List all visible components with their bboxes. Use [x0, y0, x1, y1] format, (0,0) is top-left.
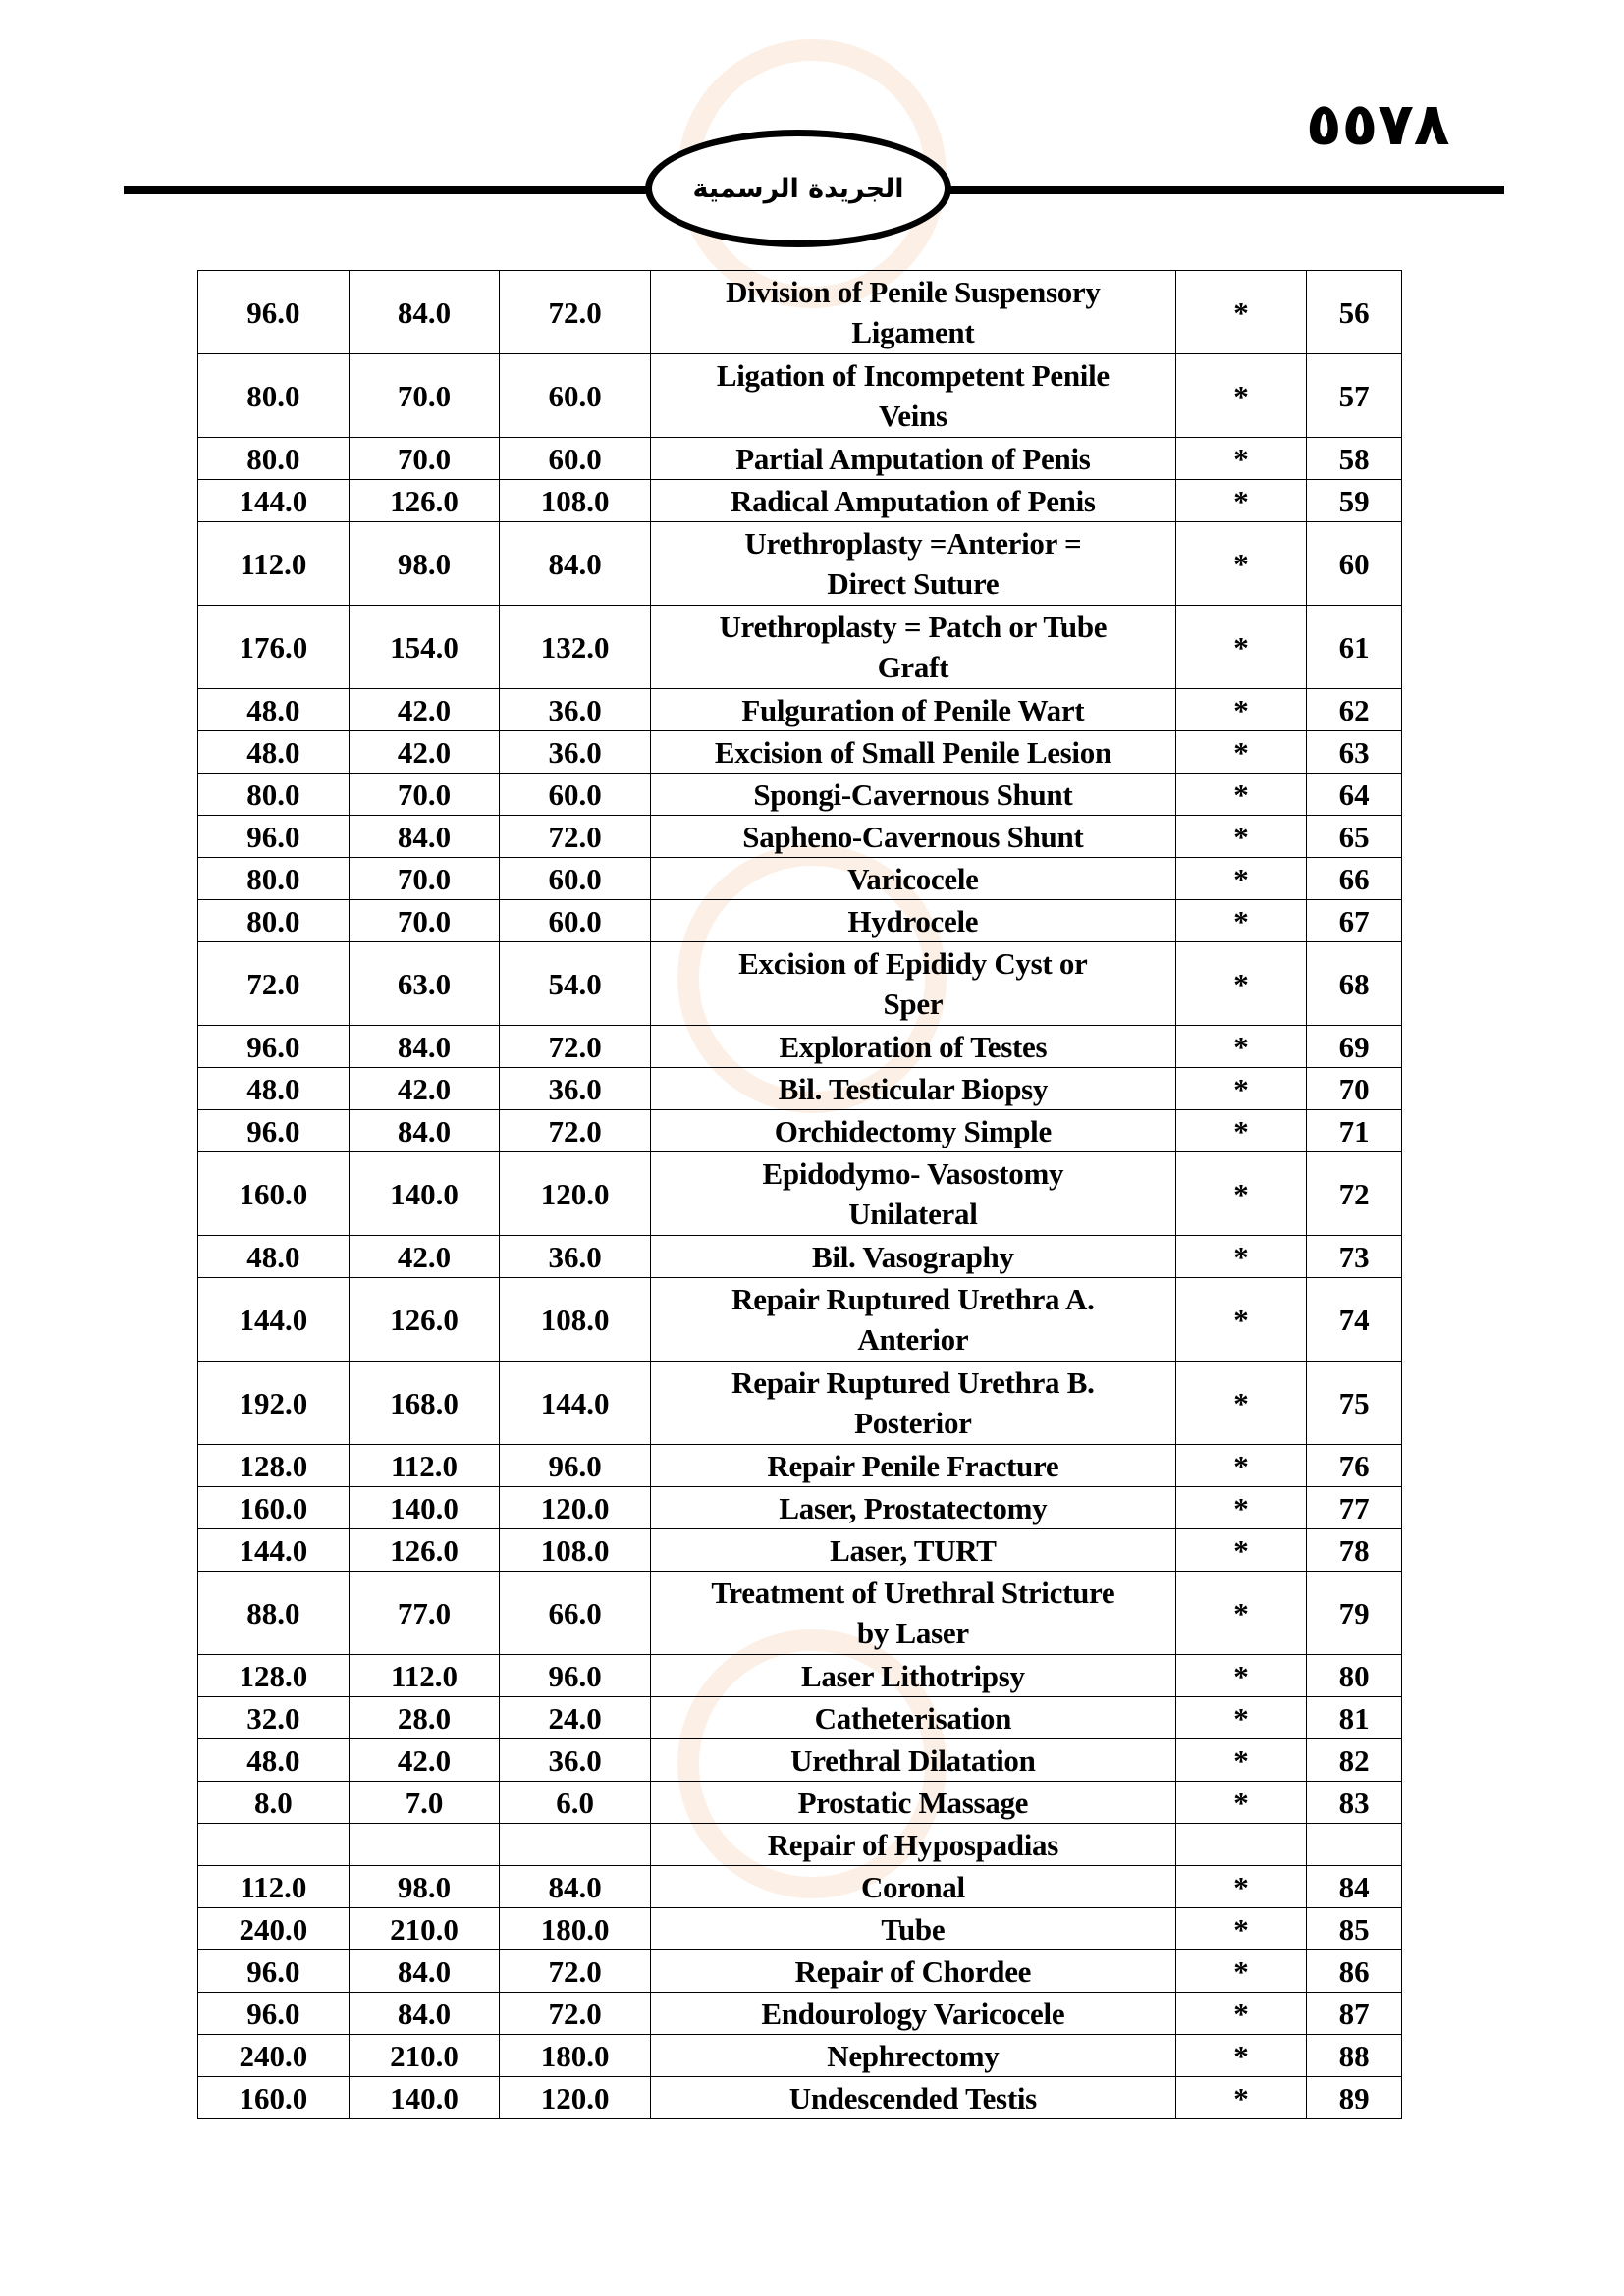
fee-col-1: 144.0: [198, 1278, 350, 1362]
mark-cell: *: [1175, 1110, 1307, 1152]
procedure-name: Bil. Vasography: [651, 1236, 1176, 1278]
mark-cell: *: [1175, 1697, 1307, 1739]
procedure-name: Urethroplasty =Anterior = Direct Suture: [651, 522, 1176, 606]
fee-col-1: 144.0: [198, 1529, 350, 1572]
fee-col-1: 112.0: [198, 1866, 350, 1908]
item-number: 89: [1307, 2077, 1402, 2119]
table-row: [198, 1782, 1402, 1824]
mark-cell: *: [1175, 1908, 1307, 1950]
fee-col-2: 84.0: [349, 816, 500, 858]
procedure-name: Repair Ruptured Urethra B. Posterior: [651, 1362, 1176, 1445]
item-number: 79: [1307, 1572, 1402, 1655]
procedure-name: Nephrectomy: [651, 2035, 1176, 2077]
mark-cell: *: [1175, 858, 1307, 900]
item-number: 69: [1307, 1026, 1402, 1068]
fee-col-2: 140.0: [349, 1487, 500, 1529]
fee-col-2: 63.0: [349, 942, 500, 1026]
fee-col-2: 84.0: [349, 271, 500, 354]
fee-col-3: 60.0: [500, 438, 651, 480]
table-row: [198, 1487, 1402, 1529]
mark-cell: *: [1175, 522, 1307, 606]
procedure-name: Exploration of Testes: [651, 1026, 1176, 1068]
fee-col-1: 144.0: [198, 480, 350, 522]
fee-col-2: 77.0: [349, 1572, 500, 1655]
item-number: 82: [1307, 1739, 1402, 1782]
table-row: [198, 774, 1402, 816]
fee-col-2: 168.0: [349, 1362, 500, 1445]
item-number: 72: [1307, 1152, 1402, 1236]
item-number: 73: [1307, 1236, 1402, 1278]
procedure-name: Radical Amputation of Penis: [651, 480, 1176, 522]
fee-col-3: 120.0: [500, 1487, 651, 1529]
item-number: 59: [1307, 480, 1402, 522]
fee-col-3: 60.0: [500, 354, 651, 438]
fee-col-3: 96.0: [500, 1445, 651, 1487]
item-number: 80: [1307, 1655, 1402, 1697]
fee-col-2: 42.0: [349, 1236, 500, 1278]
fee-col-1: 112.0: [198, 522, 350, 606]
fee-col-2: 126.0: [349, 1278, 500, 1362]
mark-cell: *: [1175, 1739, 1307, 1782]
fee-col-2: 42.0: [349, 731, 500, 774]
fee-col-3: 120.0: [500, 1152, 651, 1236]
procedure-name: Excision of Epididy Cyst or Sper: [651, 942, 1176, 1026]
fee-col-1: 48.0: [198, 1236, 350, 1278]
fee-col-2: 112.0: [349, 1445, 500, 1487]
table-row: [198, 942, 1402, 1026]
fee-col-3: 54.0: [500, 942, 651, 1026]
mark-cell: *: [1175, 942, 1307, 1026]
fee-col-3: 72.0: [500, 1110, 651, 1152]
item-number: 68: [1307, 942, 1402, 1026]
item-number: 81: [1307, 1697, 1402, 1739]
fee-col-3: 84.0: [500, 1866, 651, 1908]
procedure-name: Repair Ruptured Urethra A. Anterior: [651, 1278, 1176, 1362]
fee-col-3: 96.0: [500, 1655, 651, 1697]
procedure-name: Repair of Hypospadias: [651, 1824, 1176, 1866]
mark-cell: *: [1175, 1487, 1307, 1529]
procedure-name: Undescended Testis: [651, 2077, 1176, 2119]
mark-cell: *: [1175, 1529, 1307, 1572]
table-row: [198, 1739, 1402, 1782]
fee-col-1: 240.0: [198, 1908, 350, 1950]
mark-cell: *: [1175, 1152, 1307, 1236]
table-row: [198, 522, 1402, 606]
fee-col-3: 108.0: [500, 1278, 651, 1362]
fee-col-3: 72.0: [500, 1993, 651, 2035]
mark-cell: *: [1175, 1950, 1307, 1993]
table-row: [198, 480, 1402, 522]
procedure-name: Division of Penile Suspensory Ligament: [651, 271, 1176, 354]
fee-col-1: [198, 1824, 350, 1866]
mark-cell: *: [1175, 1572, 1307, 1655]
item-number: 64: [1307, 774, 1402, 816]
procedure-name: Ligation of Incompetent Penile Veins: [651, 354, 1176, 438]
fee-col-3: 84.0: [500, 522, 651, 606]
table-row: [198, 606, 1402, 689]
mark-cell: *: [1175, 354, 1307, 438]
fee-col-3: 132.0: [500, 606, 651, 689]
mark-cell: *: [1175, 1655, 1307, 1697]
procedure-name: Endourology Varicocele: [651, 1993, 1176, 2035]
fee-col-3: 60.0: [500, 900, 651, 942]
procedure-name: Epidodymo- Vasostomy Unilateral: [651, 1152, 1176, 1236]
item-number: 76: [1307, 1445, 1402, 1487]
procedure-name: Urethral Dilatation: [651, 1739, 1176, 1782]
item-number: 60: [1307, 522, 1402, 606]
fee-col-3: 108.0: [500, 1529, 651, 1572]
fee-col-1: 96.0: [198, 1950, 350, 1993]
fee-col-1: 80.0: [198, 354, 350, 438]
mark-cell: *: [1175, 689, 1307, 731]
fee-col-2: 70.0: [349, 354, 500, 438]
fee-col-3: 36.0: [500, 731, 651, 774]
fee-col-1: 96.0: [198, 271, 350, 354]
table-row: [198, 1110, 1402, 1152]
item-number: 83: [1307, 1782, 1402, 1824]
fee-col-1: 8.0: [198, 1782, 350, 1824]
procedure-name: Sapheno-Cavernous Shunt: [651, 816, 1176, 858]
fee-col-3: 36.0: [500, 689, 651, 731]
mark-cell: *: [1175, 731, 1307, 774]
fee-col-1: 80.0: [198, 900, 350, 942]
mark-cell: *: [1175, 1068, 1307, 1110]
item-number: 71: [1307, 1110, 1402, 1152]
fee-col-1: 48.0: [198, 1739, 350, 1782]
item-number: 77: [1307, 1487, 1402, 1529]
fee-col-2: 84.0: [349, 1993, 500, 2035]
page-number: ٥٥٧٨: [1306, 90, 1450, 159]
item-number: 61: [1307, 606, 1402, 689]
fee-col-2: 210.0: [349, 1908, 500, 1950]
item-number: 67: [1307, 900, 1402, 942]
fee-col-2: 126.0: [349, 1529, 500, 1572]
fee-col-2: 154.0: [349, 606, 500, 689]
table-row: [198, 1572, 1402, 1655]
table-row: [198, 1026, 1402, 1068]
item-number: 78: [1307, 1529, 1402, 1572]
mark-cell: *: [1175, 1026, 1307, 1068]
procedure-name: Repair of Chordee: [651, 1950, 1176, 1993]
table-row: [198, 1950, 1402, 1993]
fee-col-1: 48.0: [198, 1068, 350, 1110]
procedure-name: Laser, TURT: [651, 1529, 1176, 1572]
item-number: 56: [1307, 271, 1402, 354]
table-row: [198, 438, 1402, 480]
item-number: 75: [1307, 1362, 1402, 1445]
fee-col-3: 36.0: [500, 1739, 651, 1782]
table-row: [198, 858, 1402, 900]
procedure-name: Varicocele: [651, 858, 1176, 900]
table-row: [198, 1068, 1402, 1110]
fee-col-1: 160.0: [198, 1152, 350, 1236]
table-row: [198, 1152, 1402, 1236]
item-number: 58: [1307, 438, 1402, 480]
procedure-name: Spongi-Cavernous Shunt: [651, 774, 1176, 816]
procedure-name: Hydrocele: [651, 900, 1176, 942]
fee-col-2: 42.0: [349, 1068, 500, 1110]
procedure-name: Treatment of Urethral Stricture by Laser: [651, 1572, 1176, 1655]
fee-col-2: 42.0: [349, 1739, 500, 1782]
fee-col-2: 210.0: [349, 2035, 500, 2077]
procedure-name: Tube: [651, 1908, 1176, 1950]
item-number: 74: [1307, 1278, 1402, 1362]
fee-col-2: 70.0: [349, 774, 500, 816]
fee-col-3: 72.0: [500, 816, 651, 858]
procedure-name: Laser, Prostatectomy: [651, 1487, 1176, 1529]
fee-col-1: 160.0: [198, 1487, 350, 1529]
mark-cell: *: [1175, 438, 1307, 480]
fee-col-2: 42.0: [349, 689, 500, 731]
fee-table: [197, 270, 1402, 2119]
mark-cell: *: [1175, 2077, 1307, 2119]
mark-cell: *: [1175, 1782, 1307, 1824]
fee-col-2: 70.0: [349, 438, 500, 480]
fee-col-1: 240.0: [198, 2035, 350, 2077]
fee-col-3: 72.0: [500, 1026, 651, 1068]
table-row: [198, 354, 1402, 438]
procedure-name: Partial Amputation of Penis: [651, 438, 1176, 480]
procedure-name: Excision of Small Penile Lesion: [651, 731, 1176, 774]
table-row: [198, 689, 1402, 731]
item-number: 84: [1307, 1866, 1402, 1908]
gazette-emblem: [645, 130, 951, 247]
fee-col-3: 6.0: [500, 1782, 651, 1824]
item-number: 63: [1307, 731, 1402, 774]
item-number: 62: [1307, 689, 1402, 731]
fee-col-2: 70.0: [349, 900, 500, 942]
fee-col-3: 72.0: [500, 271, 651, 354]
fee-col-1: 160.0: [198, 2077, 350, 2119]
fee-col-3: 180.0: [500, 2035, 651, 2077]
fee-col-3: [500, 1824, 651, 1866]
fee-col-2: 70.0: [349, 858, 500, 900]
fee-col-3: 120.0: [500, 2077, 651, 2119]
fee-col-1: 128.0: [198, 1655, 350, 1697]
mark-cell: *: [1175, 1993, 1307, 2035]
fee-col-2: 84.0: [349, 1950, 500, 1993]
fee-col-2: 98.0: [349, 522, 500, 606]
table-row: [198, 1697, 1402, 1739]
fee-col-1: 88.0: [198, 1572, 350, 1655]
fee-col-1: 96.0: [198, 816, 350, 858]
fee-col-2: 98.0: [349, 1866, 500, 1908]
item-number: 86: [1307, 1950, 1402, 1993]
fee-col-3: 24.0: [500, 1697, 651, 1739]
table-row: [198, 1445, 1402, 1487]
fee-col-2: 7.0: [349, 1782, 500, 1824]
procedure-name: Urethroplasty = Patch or Tube Graft: [651, 606, 1176, 689]
fee-col-2: 112.0: [349, 1655, 500, 1697]
procedure-name: Orchidectomy Simple: [651, 1110, 1176, 1152]
fee-col-1: 80.0: [198, 438, 350, 480]
fee-col-3: 60.0: [500, 774, 651, 816]
table-row: [198, 2035, 1402, 2077]
procedure-name: Coronal: [651, 1866, 1176, 1908]
item-number: 70: [1307, 1068, 1402, 1110]
fee-col-1: 48.0: [198, 689, 350, 731]
fee-col-3: 108.0: [500, 480, 651, 522]
procedure-name: Prostatic Massage: [651, 1782, 1176, 1824]
mark-cell: *: [1175, 1278, 1307, 1362]
table-row: [198, 1655, 1402, 1697]
table-row: [198, 1362, 1402, 1445]
fee-col-1: 176.0: [198, 606, 350, 689]
mark-cell: *: [1175, 1362, 1307, 1445]
fee-col-2: 140.0: [349, 2077, 500, 2119]
fee-col-1: 72.0: [198, 942, 350, 1026]
fee-col-1: 128.0: [198, 1445, 350, 1487]
fee-col-2: 84.0: [349, 1026, 500, 1068]
mark-cell: *: [1175, 2035, 1307, 2077]
fee-col-2: 84.0: [349, 1110, 500, 1152]
fee-col-1: 96.0: [198, 1026, 350, 1068]
item-number: 65: [1307, 816, 1402, 858]
fee-col-1: 80.0: [198, 858, 350, 900]
table-row: [198, 1278, 1402, 1362]
fee-col-3: 36.0: [500, 1068, 651, 1110]
gazette-title: الجريدة الرسمية: [692, 173, 904, 204]
procedure-name: Catheterisation: [651, 1697, 1176, 1739]
fee-col-2: 126.0: [349, 480, 500, 522]
fee-col-3: 66.0: [500, 1572, 651, 1655]
item-number: 87: [1307, 1993, 1402, 2035]
fee-col-2: 140.0: [349, 1152, 500, 1236]
mark-cell: *: [1175, 271, 1307, 354]
mark-cell: *: [1175, 1445, 1307, 1487]
fee-col-1: 96.0: [198, 1993, 350, 2035]
item-number: 66: [1307, 858, 1402, 900]
table-row: [198, 1993, 1402, 2035]
section-header-row: [198, 1824, 1402, 1866]
mark-cell: *: [1175, 774, 1307, 816]
mark-cell: *: [1175, 480, 1307, 522]
procedure-name: Fulguration of Penile Wart: [651, 689, 1176, 731]
mark-cell: [1175, 1824, 1307, 1866]
table-row: [198, 2077, 1402, 2119]
table-row: [198, 1236, 1402, 1278]
table-row: [198, 1866, 1402, 1908]
table-row: [198, 816, 1402, 858]
table-row: [198, 1529, 1402, 1572]
procedure-name: Bil. Testicular Biopsy: [651, 1068, 1176, 1110]
fee-col-3: 144.0: [500, 1362, 651, 1445]
mark-cell: *: [1175, 816, 1307, 858]
fee-col-3: 72.0: [500, 1950, 651, 1993]
fee-col-3: 180.0: [500, 1908, 651, 1950]
fee-col-1: 32.0: [198, 1697, 350, 1739]
item-number: [1307, 1824, 1402, 1866]
item-number: 57: [1307, 354, 1402, 438]
item-number: 88: [1307, 2035, 1402, 2077]
fee-col-3: 60.0: [500, 858, 651, 900]
fee-col-2: 28.0: [349, 1697, 500, 1739]
item-number: 85: [1307, 1908, 1402, 1950]
mark-cell: *: [1175, 1236, 1307, 1278]
fee-col-1: 192.0: [198, 1362, 350, 1445]
table-row: [198, 731, 1402, 774]
fee-col-1: 96.0: [198, 1110, 350, 1152]
procedure-name: Laser Lithotripsy: [651, 1655, 1176, 1697]
mark-cell: *: [1175, 900, 1307, 942]
table-row: [198, 900, 1402, 942]
procedure-name: Repair Penile Fracture: [651, 1445, 1176, 1487]
mark-cell: *: [1175, 606, 1307, 689]
table-row: [198, 271, 1402, 354]
fee-col-3: 36.0: [500, 1236, 651, 1278]
table-row: [198, 1908, 1402, 1950]
fee-col-1: 48.0: [198, 731, 350, 774]
mark-cell: *: [1175, 1866, 1307, 1908]
fee-col-2: [349, 1824, 500, 1866]
fee-col-1: 80.0: [198, 774, 350, 816]
